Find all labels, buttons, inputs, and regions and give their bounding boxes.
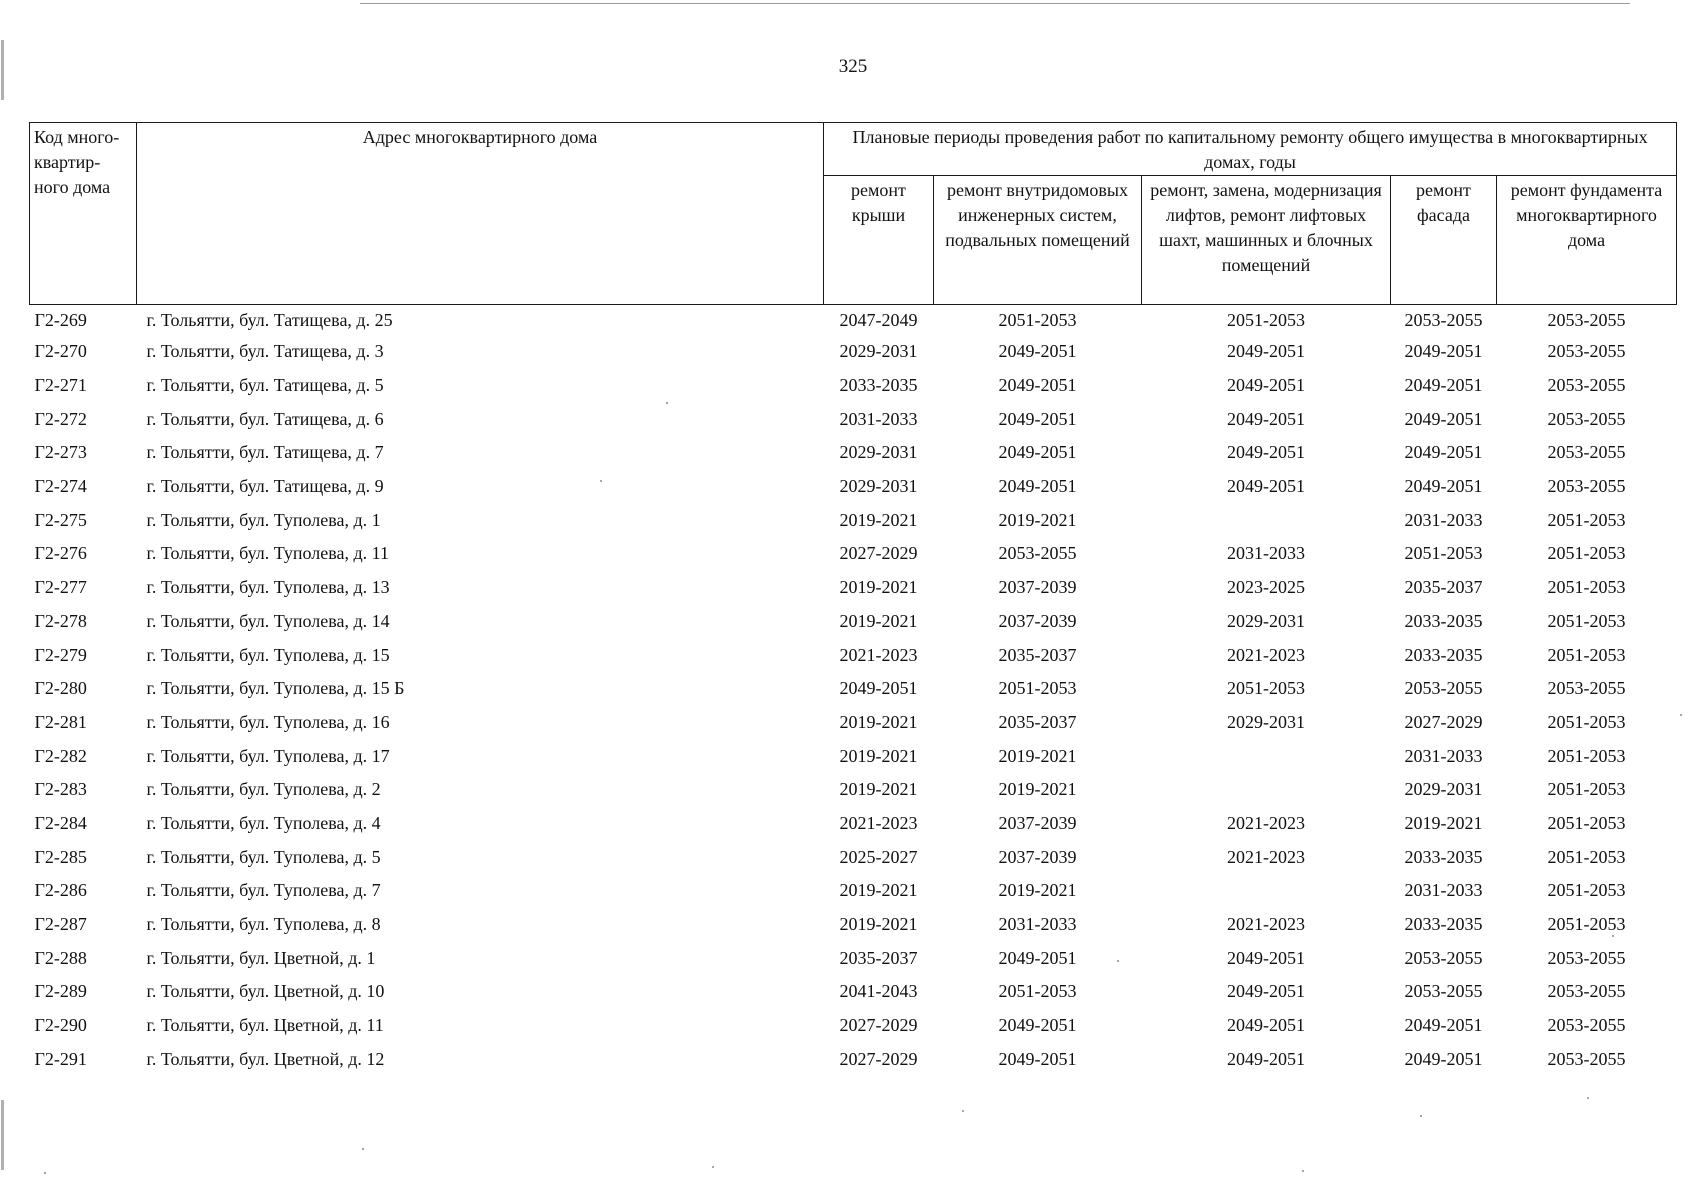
cell-facade: 2053-2055 [1404,309,1483,330]
cell-address: г. Тольятти, бул. Татищева, д. 5 [146,375,384,396]
header-foundation: ремонт фундамента многоквартирного дома [1497,176,1677,305]
cell-code: Г2-284 [34,812,87,833]
cell-roof: 2047-2049 [839,309,918,330]
cell-systems: 2049-2051 [998,1015,1077,1036]
table-row [30,605,1677,639]
cell-roof: 2029-2031 [839,442,918,463]
cell-lifts: 2051-2053 [1227,678,1305,699]
table-row [30,807,1677,841]
cell-roof: 2027-2029 [839,1048,918,1069]
header-planned-periods: Плановые периоды проведения работ по капитальному ремонту общего имущества в многоквартирных домах, годы [824,123,1677,176]
cell-systems: 2049-2051 [998,341,1077,362]
cell-roof: 2029-2031 [839,341,918,362]
table-row [30,402,1677,436]
cell-facade: 2049-2051 [1404,442,1483,463]
cell-facade: 2053-2055 [1404,947,1483,968]
cell-lifts: 2049-2051 [1227,476,1305,497]
table-row [30,1009,1677,1043]
cell-lifts: 2029-2031 [1227,711,1305,732]
scan-speck [962,1110,964,1112]
cell-facade: 2029-2031 [1404,779,1483,800]
cell-address: г. Тольятти, бул. Туполева, д. 14 [146,610,390,631]
cell-systems: 2035-2037 [998,711,1077,732]
table-row [30,941,1677,975]
cell-address: г. Тольятти, бул. Туполева, д. 1 [146,509,381,530]
table-row [30,436,1677,470]
cell-roof: 2031-2033 [839,408,918,429]
scan-speck [1680,714,1682,716]
cell-systems: 2053-2055 [998,543,1077,564]
cell-address: г. Тольятти, бул. Татищева, д. 9 [146,476,384,497]
cell-code: Г2-269 [34,309,87,330]
cell-foundation: 2053-2055 [1547,309,1626,330]
cell-foundation: 2053-2055 [1547,1015,1626,1036]
cell-foundation: 2051-2053 [1547,914,1626,935]
scan-speck [44,1172,46,1174]
cell-lifts: 2049-2051 [1227,947,1305,968]
cell-facade: 2027-2029 [1404,711,1483,732]
cell-code: Г2-287 [34,914,87,935]
cell-address: г. Тольятти, бул. Туполева, д. 16 [146,711,390,732]
cell-roof: 2027-2029 [839,1015,918,1036]
cell-systems: 2037-2039 [998,846,1077,867]
cell-systems: 2035-2037 [998,644,1077,665]
cell-facade: 2051-2053 [1404,543,1483,564]
cell-lifts [1142,874,1391,908]
cell-systems: 2049-2051 [998,375,1077,396]
cell-foundation: 2053-2055 [1547,408,1626,429]
cell-lifts [1142,503,1391,537]
cell-systems: 2049-2051 [998,947,1077,968]
cell-foundation: 2053-2055 [1547,375,1626,396]
cell-code: Г2-273 [34,442,87,463]
table-row [30,672,1677,706]
cell-code: Г2-282 [34,745,87,766]
cell-foundation: 2053-2055 [1547,476,1626,497]
cell-code: Г2-290 [34,1015,87,1036]
cell-systems: 2031-2033 [998,914,1077,935]
cell-address: г. Тольятти, бул. Туполева, д. 17 [146,745,390,766]
scan-speck [362,1148,364,1150]
cell-systems: 2037-2039 [998,812,1077,833]
cell-lifts: 2021-2023 [1227,812,1305,833]
table-row [30,503,1677,537]
scan-speck [666,402,668,404]
cell-foundation: 2051-2053 [1547,812,1626,833]
cell-address: г. Тольятти, бул. Татищева, д. 25 [146,309,393,330]
cell-facade: 2049-2051 [1404,375,1483,396]
cell-foundation: 2051-2053 [1547,745,1626,766]
table-row [30,706,1677,740]
cell-roof: 2021-2023 [839,644,918,665]
header-lifts: ремонт, замена, модернизация лифтов, ремонт лифтовых шахт, машинных и блочных помещений [1142,176,1391,305]
table-row [30,571,1677,605]
cell-facade: 2033-2035 [1404,914,1483,935]
cell-address: г. Тольятти, бул. Туполева, д. 8 [146,914,381,935]
cell-code: Г2-272 [34,408,87,429]
cell-facade: 2049-2051 [1404,1015,1483,1036]
table-row [30,369,1677,403]
table-row [30,975,1677,1009]
scan-speck [600,480,602,482]
cell-facade: 2053-2055 [1404,981,1483,1002]
cell-roof: 2029-2031 [839,476,918,497]
cell-foundation: 2051-2053 [1547,644,1626,665]
header-address: Адрес многоквартирного дома [137,123,824,305]
cell-address: г. Тольятти, бул. Туполева, д. 15 [146,644,390,665]
cell-code: Г2-278 [34,610,87,631]
cell-address: г. Тольятти, бул. Туполева, д. 11 [146,543,389,564]
scan-speck [1420,1115,1422,1117]
table-row [30,1042,1677,1076]
cell-code: Г2-279 [34,644,87,665]
table-row [30,470,1677,504]
cell-lifts: 2049-2051 [1227,1048,1305,1069]
cell-code: Г2-277 [34,577,87,598]
cell-code: Г2-285 [34,846,87,867]
cell-foundation: 2051-2053 [1547,880,1626,901]
cell-lifts: 2049-2051 [1227,981,1305,1002]
cell-roof: 2025-2027 [839,846,918,867]
cell-roof: 2019-2021 [839,779,918,800]
cell-facade: 2033-2035 [1404,644,1483,665]
table-row [30,773,1677,807]
cell-roof: 2049-2051 [839,678,918,699]
cell-code: Г2-286 [34,880,87,901]
cell-code: Г2-275 [34,509,87,530]
cell-foundation: 2053-2055 [1547,981,1626,1002]
cell-lifts: 2049-2051 [1227,1015,1305,1036]
cell-foundation: 2051-2053 [1547,711,1626,732]
scan-speck [712,1166,714,1168]
cell-roof: 2019-2021 [839,880,918,901]
cell-roof: 2019-2021 [839,914,918,935]
cell-facade: 2033-2035 [1404,846,1483,867]
table-row [30,840,1677,874]
cell-code: Г2-270 [34,341,87,362]
table-row [30,305,1677,336]
cell-roof: 2019-2021 [839,711,918,732]
cell-systems: 2019-2021 [998,509,1077,530]
cell-roof: 2035-2037 [839,947,918,968]
cell-roof: 2019-2021 [839,745,918,766]
cell-address: г. Тольятти, бул. Цветной, д. 11 [146,1015,384,1036]
repair-schedule-table [29,122,1677,1076]
scan-speck [1612,935,1614,937]
cell-facade: 2049-2051 [1404,1048,1483,1069]
table-row [30,739,1677,773]
cell-address: г. Тольятти, бул. Туполева, д. 15 Б [146,678,405,699]
cell-foundation: 2051-2053 [1547,779,1626,800]
cell-code: Г2-280 [34,678,87,699]
header-roof: ремонт крыши [824,176,934,305]
cell-code: Г2-276 [34,543,87,564]
cell-roof: 2033-2035 [839,375,918,396]
cell-facade: 2049-2051 [1404,476,1483,497]
cell-foundation: 2051-2053 [1547,610,1626,631]
cell-foundation: 2051-2053 [1547,543,1626,564]
cell-address: г. Тольятти, бул. Туполева, д. 13 [146,577,390,598]
cell-facade: 2031-2033 [1404,745,1483,766]
table-row [30,638,1677,672]
cell-code: Г2-271 [34,375,87,396]
cell-foundation: 2051-2053 [1547,509,1626,530]
cell-address: г. Тольятти, бул. Туполева, д. 2 [146,779,381,800]
table-body [30,305,1677,1077]
table-header [30,123,1677,305]
cell-systems: 2037-2039 [998,610,1077,631]
cell-lifts [1142,773,1391,807]
cell-foundation: 2053-2055 [1547,442,1626,463]
cell-systems: 2049-2051 [998,408,1077,429]
cell-code: Г2-274 [34,476,87,497]
cell-lifts: 2049-2051 [1227,408,1305,429]
cell-facade: 2033-2035 [1404,610,1483,631]
scan-speck [1117,960,1119,962]
cell-lifts: 2021-2023 [1227,846,1305,867]
cell-lifts: 2049-2051 [1227,341,1305,362]
cell-address: г. Тольятти, бул. Туполева, д. 5 [146,846,381,867]
cell-address: г. Тольятти, бул. Цветной, д. 12 [146,1048,385,1069]
cell-systems: 2037-2039 [998,577,1077,598]
cell-foundation: 2053-2055 [1547,1048,1626,1069]
cell-facade: 2019-2021 [1404,812,1483,833]
cell-code: Г2-288 [34,947,87,968]
cell-systems: 2019-2021 [998,880,1077,901]
table-row [30,908,1677,942]
cell-lifts: 2021-2023 [1227,914,1305,935]
cell-facade: 2049-2051 [1404,341,1483,362]
cell-code: Г2-281 [34,711,87,732]
header-systems: ремонт внутридомовых инженерных систем, подвальных помещений [934,176,1142,305]
cell-address: г. Тольятти, бул. Туполева, д. 4 [146,812,381,833]
cell-address: г. Тольятти, бул. Татищева, д. 6 [146,408,384,429]
cell-roof: 2041-2043 [839,981,918,1002]
scan-speck [1587,1097,1589,1099]
cell-facade: 2035-2037 [1404,577,1483,598]
cell-foundation: 2051-2053 [1547,577,1626,598]
cell-facade: 2053-2055 [1404,678,1483,699]
cell-foundation: 2053-2055 [1547,678,1626,699]
cell-roof: 2027-2029 [839,543,918,564]
table-row [30,537,1677,571]
cell-address: г. Тольятти, бул. Цветной, д. 10 [146,981,385,1002]
cell-lifts: 2021-2023 [1227,644,1305,665]
table-row [30,335,1677,369]
cell-address: г. Тольятти, бул. Цветной, д. 1 [146,947,376,968]
cell-roof: 2021-2023 [839,812,918,833]
cell-systems: 2019-2021 [998,779,1077,800]
cell-systems: 2049-2051 [998,442,1077,463]
cell-roof: 2019-2021 [839,610,918,631]
header-code: Код много-квартир-ного дома [30,123,137,305]
cell-code: Г2-289 [34,981,87,1002]
cell-systems: 2051-2053 [998,981,1077,1002]
cell-facade: 2031-2033 [1404,880,1483,901]
scan-top-rule [360,3,1630,4]
cell-address: г. Тольятти, бул. Татищева, д. 7 [146,442,384,463]
cell-address: г. Тольятти, бул. Туполева, д. 7 [146,880,381,901]
cell-systems: 2051-2053 [998,678,1077,699]
cell-code: Г2-291 [34,1048,87,1069]
cell-systems: 2051-2053 [998,309,1077,330]
cell-foundation: 2053-2055 [1547,341,1626,362]
cell-lifts: 2049-2051 [1227,442,1305,463]
cell-foundation: 2051-2053 [1547,846,1626,867]
cell-lifts: 2031-2033 [1227,543,1305,564]
cell-foundation: 2053-2055 [1547,947,1626,968]
cell-lifts: 2029-2031 [1227,610,1305,631]
cell-roof: 2019-2021 [839,577,918,598]
scan-edge-mark [1,1100,4,1170]
cell-systems: 2049-2051 [998,476,1077,497]
cell-facade: 2049-2051 [1404,408,1483,429]
cell-lifts: 2051-2053 [1227,309,1305,330]
scan-speck [1302,1170,1304,1172]
header-facade: ремонт фасада [1391,176,1497,305]
cell-address: г. Тольятти, бул. Татищева, д. 3 [146,341,384,362]
cell-lifts [1142,739,1391,773]
cell-roof: 2019-2021 [839,509,918,530]
cell-facade: 2031-2033 [1404,509,1483,530]
cell-code: Г2-283 [34,779,87,800]
page-number: 325 [838,56,868,77]
table-row [30,874,1677,908]
cell-systems: 2019-2021 [998,745,1077,766]
cell-systems: 2049-2051 [998,1048,1077,1069]
cell-lifts: 2049-2051 [1227,375,1305,396]
cell-lifts: 2023-2025 [1227,577,1305,598]
